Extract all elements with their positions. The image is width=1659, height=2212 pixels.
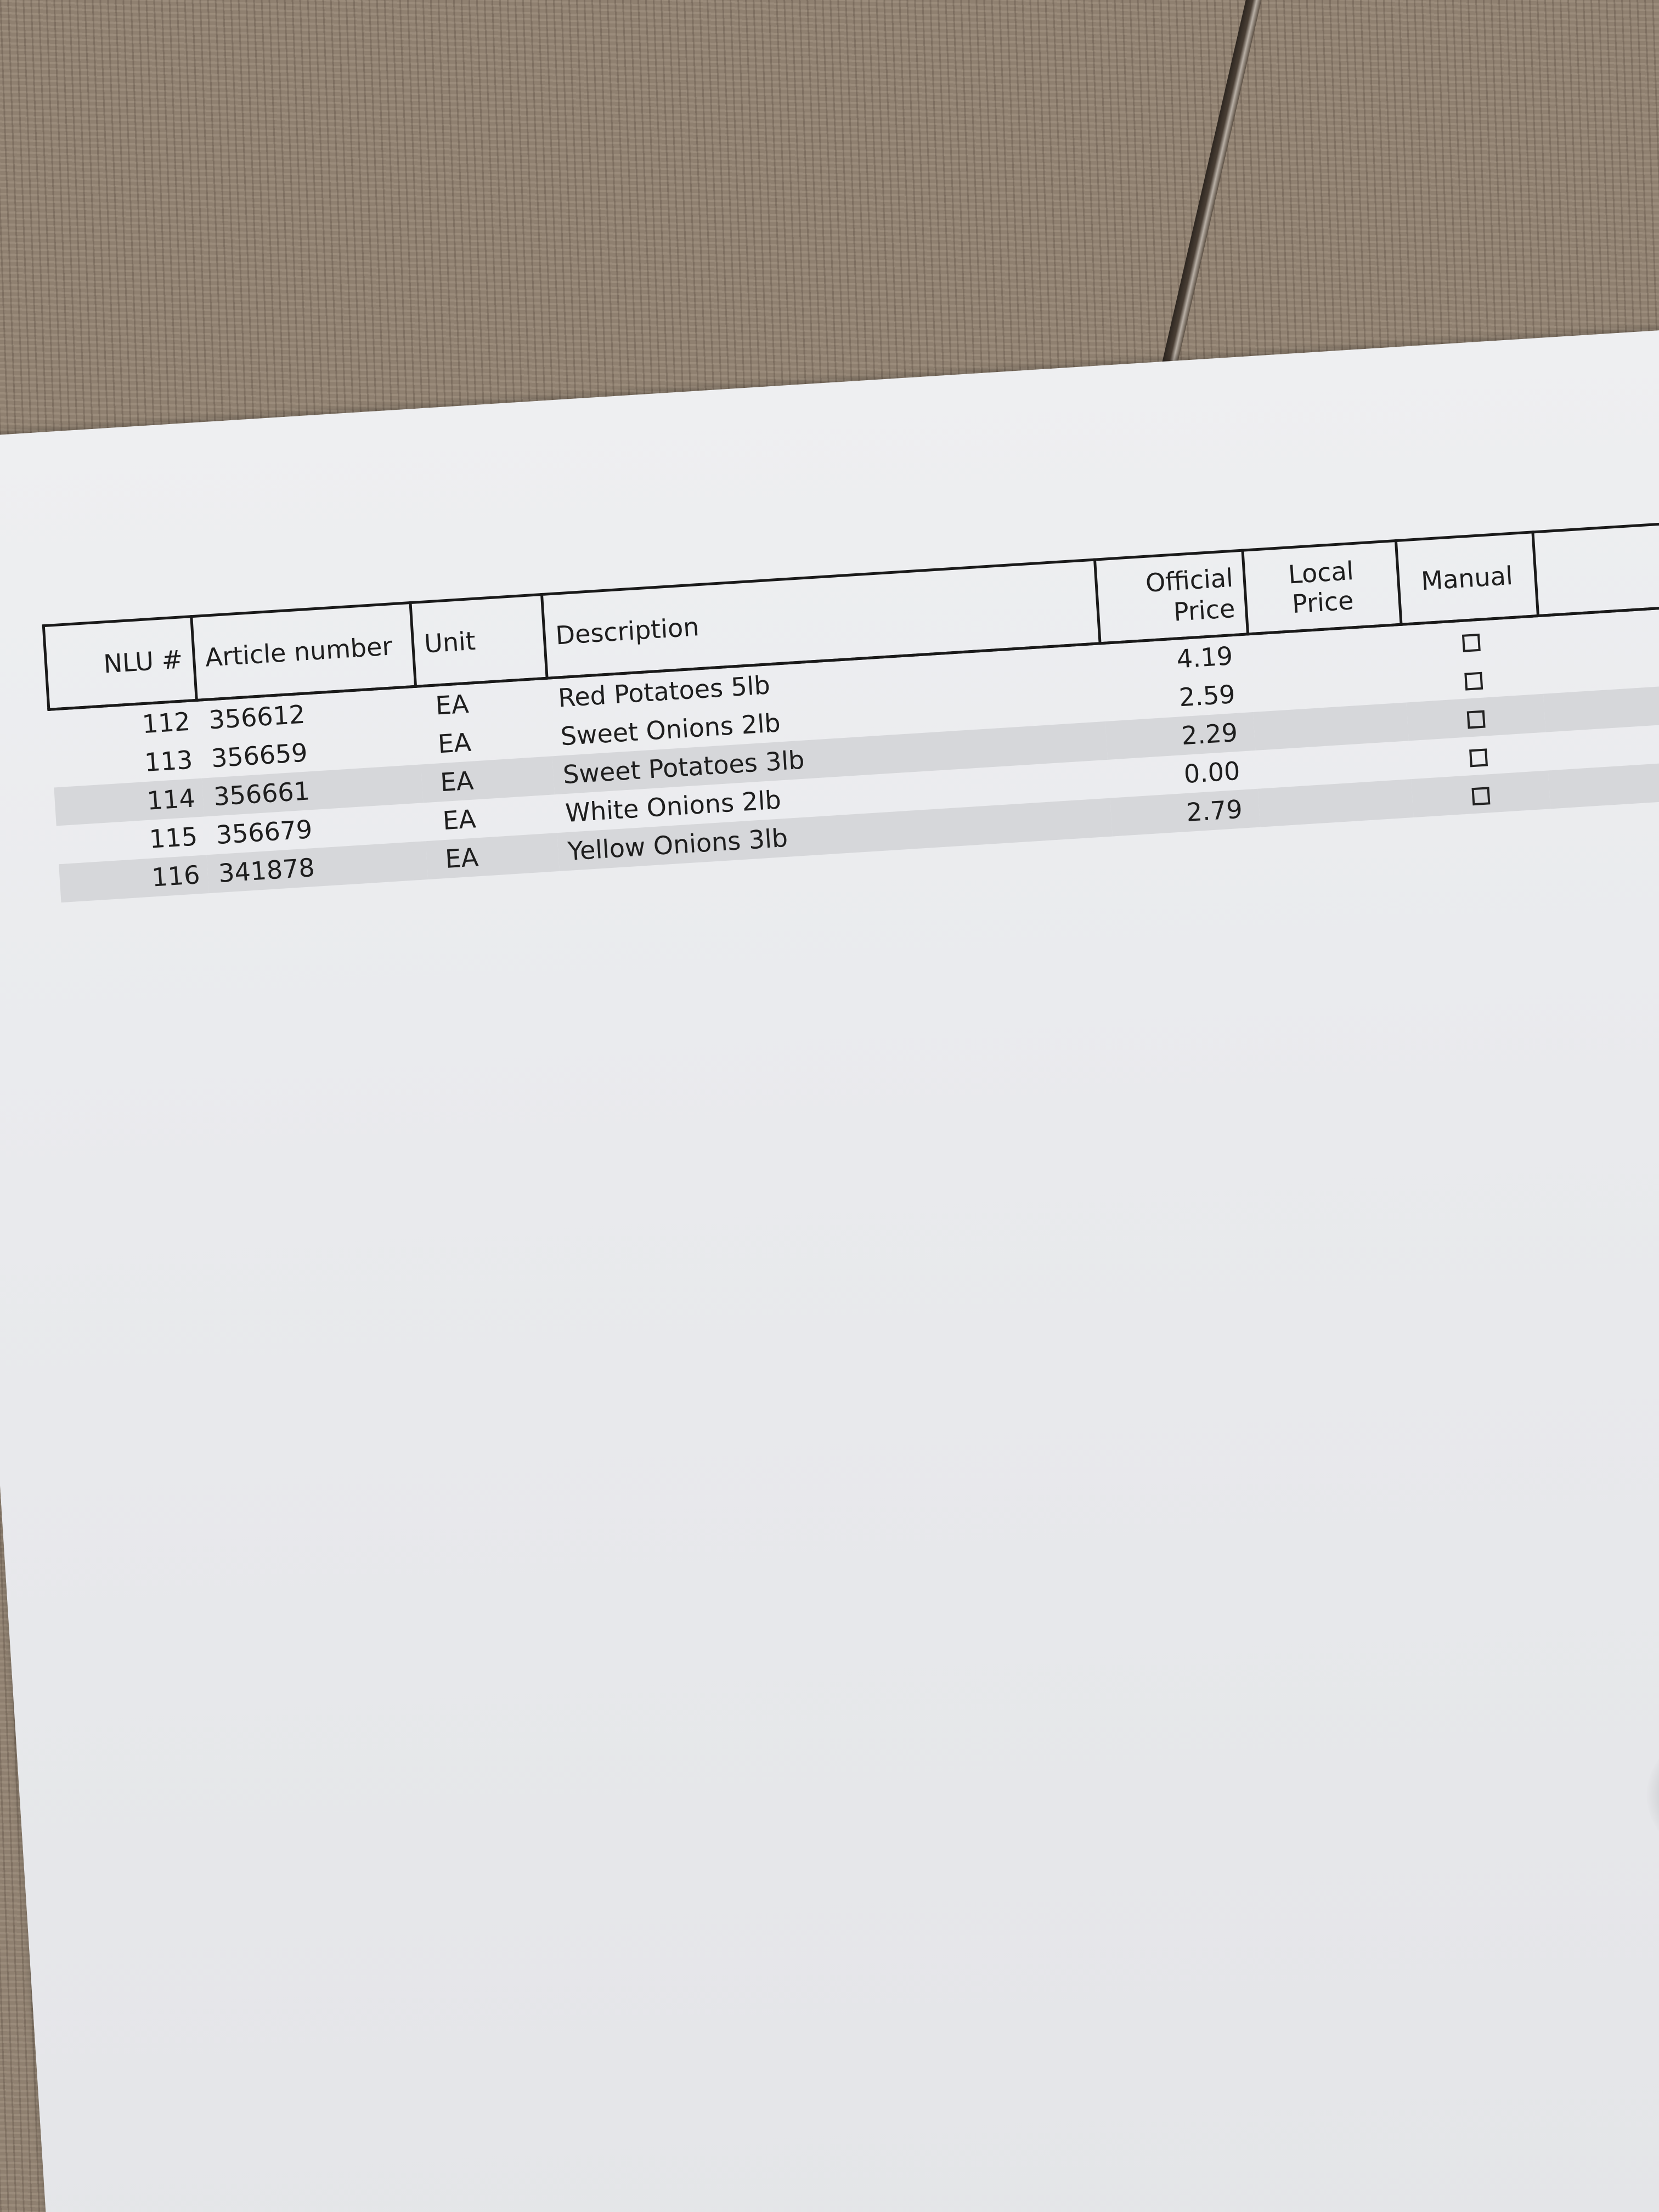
cell-nlu: 112 [141,706,191,740]
cell-unit: EA [442,804,477,836]
manual-checkbox[interactable] [1464,672,1483,690]
cell-description: White Onions 2lb [564,785,782,828]
cell-unit: EA [437,727,472,759]
cell-official-price: 0.00 [1183,755,1241,789]
manual-checkbox[interactable] [1462,633,1480,652]
manual-checkbox[interactable] [1466,710,1485,729]
paper-sheet [0,325,1659,2212]
cell-official-price: 2.29 [1105,712,1255,760]
manual-checkbox[interactable] [1469,748,1488,767]
cell-description: Red Potatoes 5lb [557,670,771,713]
cell-description: Yellow Onions 3lb [557,798,1112,871]
cell-manual [1411,771,1550,818]
header-local-price: Local Price [1243,541,1401,634]
cell-unit: EA [421,756,555,803]
cell-official-price: 2.79 [1110,789,1260,837]
header-blank [1533,521,1659,616]
header-unit: Unit [410,595,547,687]
header-official-price [1094,550,1248,644]
cell-unit: EA [435,689,470,721]
manual-checkbox[interactable] [1471,787,1490,805]
cell-official-price: 2.59 [1178,679,1237,713]
cell-nlu: 116 [59,855,209,902]
cell-nlu: 115 [148,821,199,854]
header-description: Description [541,560,1100,678]
cell-article: 341878 [206,841,428,893]
cell-official-price: 4.19 [1176,641,1234,674]
cell-description: Sweet Potatoes 3lb [552,721,1107,794]
header-manual: Manual [1396,532,1538,624]
header-article-number: Article number [191,603,416,701]
price-table [42,519,1659,902]
header-official-line1: Official [1144,562,1234,598]
cell-article: 356679 [215,814,313,850]
header-nlu: NLU # [43,617,196,710]
cell-article: 356659 [210,737,309,774]
cell-description: Sweet Onions 2lb [560,708,782,752]
cell-unit: EA [425,833,559,879]
cell-nlu: 114 [54,778,204,826]
cell-article: 356661 [201,765,423,817]
toner-smudge [1643,1731,1659,1859]
header-official-line2: Price [1172,593,1236,627]
cell-nlu: 113 [143,744,194,778]
cell-article: 356612 [207,699,306,735]
price-list [42,518,1659,902]
